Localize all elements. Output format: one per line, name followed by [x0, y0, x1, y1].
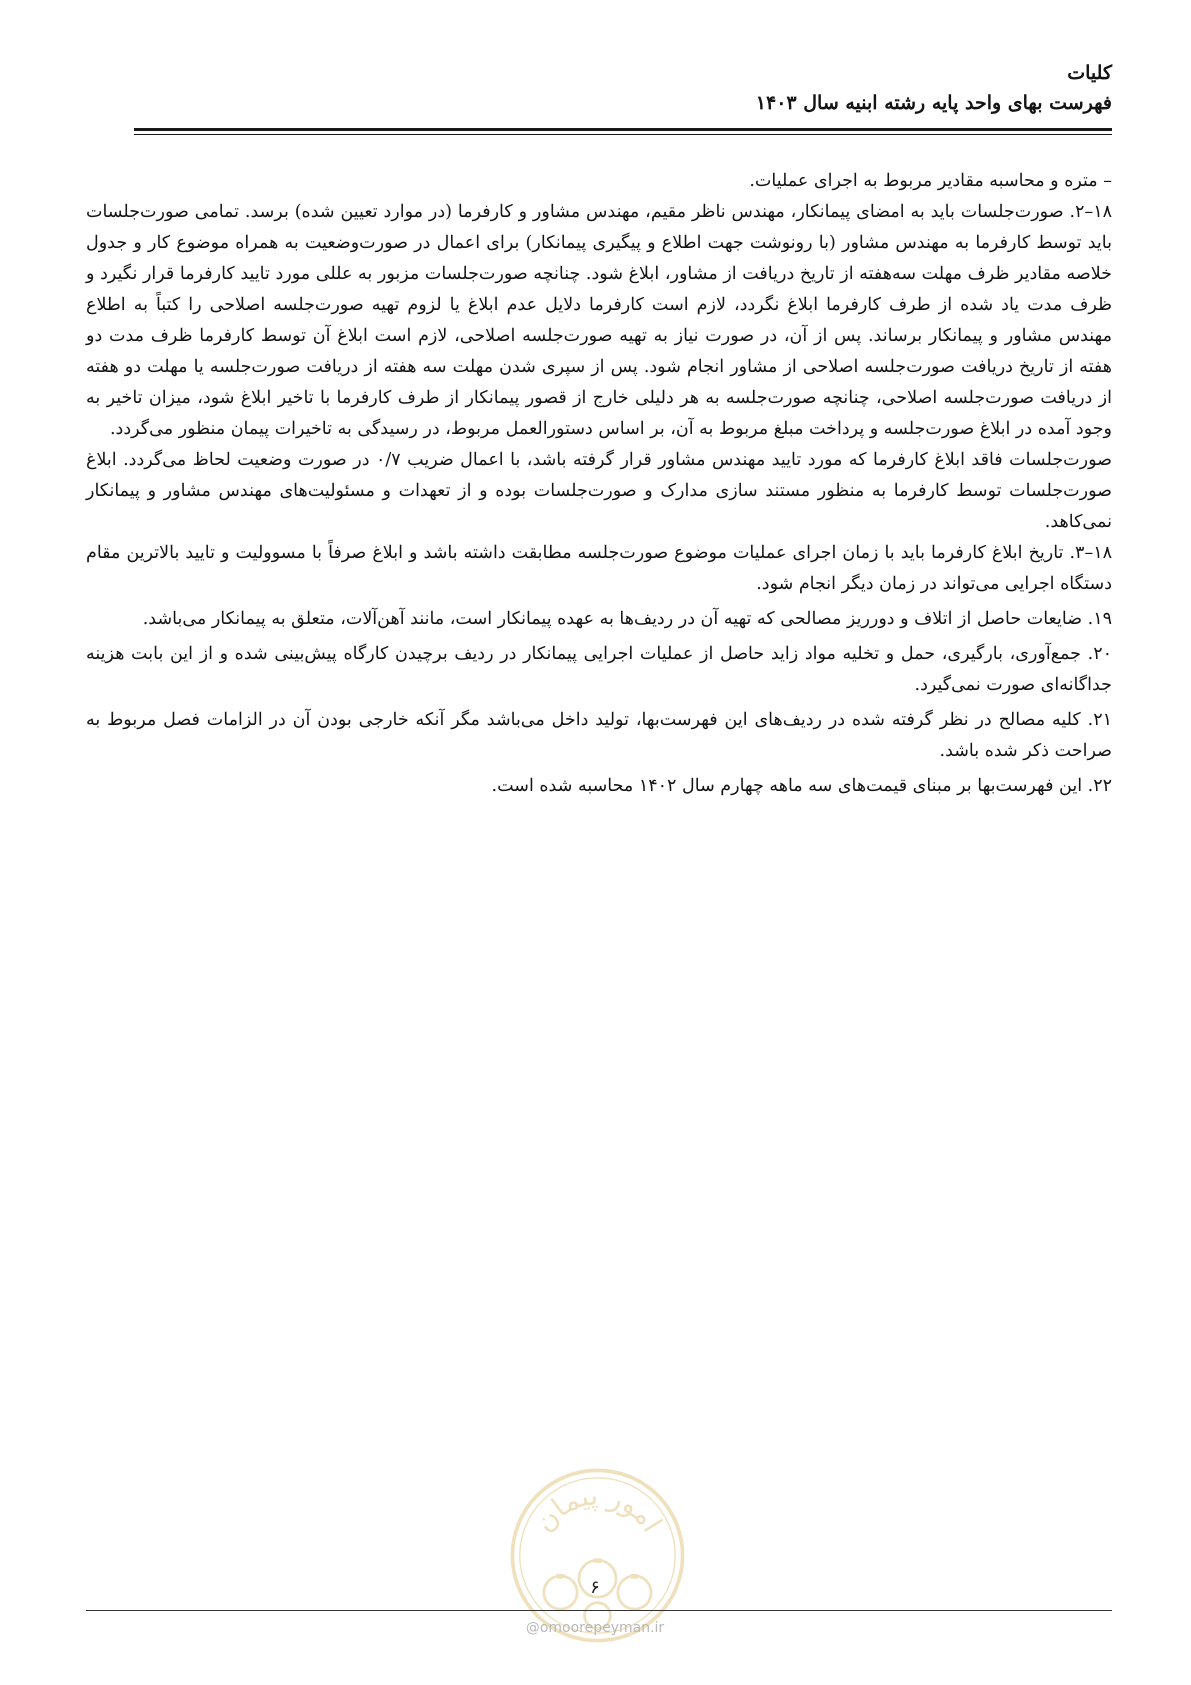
watermark-text: امور پیمان [527, 1478, 669, 1538]
paragraph-unnotified-minutes: صورت‌جلسات فاقد ابلاغ کارفرما که مورد تایید مهندس مشاور قرار گرفته باشد، با اعمال ضریب ۰/۷ در صورت وضعیت لحاظ می‌گردد. ابلاغ صورت‌جلسات توسط کارفرما به منظور مستند سازی مدارک و صورت‌جلسات بوده و از تعهدات و مسئولیت‌های مهندس مشاور و پیمانکار نمی‌کاهد. [86, 450, 1112, 532]
paragraph-21: ۲۱. کلیه مصالح در نظر گرفته شده در ردیف‌های این فهرست‌بها، تولید داخل می‌باشد مگر آنکه خارجی بودن آن در الزامات فصل مربوط به صراحت ذکر شده باشد. [86, 710, 1112, 761]
page-header [134, 58, 1112, 118]
footer-rule [86, 1610, 1112, 1611]
page-number: ۶ [590, 1577, 600, 1598]
paragraph-19: ۱۹. ضایعات حاصل از اتلاف و دورریز مصالحی که تهیه آن در ردیف‌ها به عهده پیمانکار است، مانند آهن‌آلات، متعلق به پیمانکار می‌باشد. [142, 609, 1112, 629]
body-text [86, 166, 1112, 802]
paragraph-18-3: ۱۸–۳. تاریخ ابلاغ کارفرما باید با زمان اجرای عملیات موضوع صورت‌جلسه مطابقت داشته باشد و ابلاغ صرفاً با مسوولیت و تایید بالاترین مقام دستگاه اجرایی می‌تواند در زمان دیگر انجام شود. [86, 543, 1112, 594]
paragraph-18-2: ۱۸–۲. صورت‌جلسات باید به امضای پیمانکار، مهندس ناظر مقیم، مهندس مشاور و کارفرما (در موارد تعیین شده) برسد. تمامی صورت‌جلسات باید توسط کارفرما به مهندس مشاور (با رونوشت جهت اطلاع و پیگیری پیمانکار) برای اعمال در صورت‌وضعیت به همراه موضوع کار و جدول خلاصه مقادیر ظرف مهلت سه‌هفته از تاریخ دریافت از مشاور، ابلاغ شود. چنانچه صورت‌جلسات مزبور به عللی مورد تایید کارفرما قرار نگیرد و ظرف مدت یاد شده از طرف کارفرما ابلاغ نگردد، لازم است کارفرما دلایل عدم ابلاغ یا لزوم تهیه صورت‌جلسه اصلاحی را کتباً به اطلاع مهندس مشاور و پیمانکار برساند. پس از آن، در صورت نیاز به تهیه صورت‌جلسه اصلاحی، لازم است ابلاغ آن توسط کارفرما ظرف مدت دو هفته از تاریخ دریافت صورت‌جلسه اصلاحی از مشاور انجام شود. پس از سپری شدن مهلت سه هفته از دریافت صورت‌جلسه یا مهلت دو هفته از دریافت صورت‌جلسه اصلاحی، چنانچه صورت‌جلسه به هر دلیلی خارج از قصور پیمانکار از طرف کارفرما با تاخیر ابلاغ شود، میزان تاخیر به وجود آمده در ابلاغ صورت‌جلسه و پرداخت مبلغ مربوط به آن، بر اساس دستورالعمل مربوط، در رسیدگی به تاخیرات پیمان منظور می‌گردد. [86, 202, 1112, 439]
paragraph-20: ۲۰. جمع‌آوری، بارگیری، حمل و تخلیه مواد زاید حاصل از عملیات اجرایی پیمانکار در ردیف برچیدن کارگاه پیش‌بینی شده و از این بابت هزینه جداگانه‌ای صورت نمی‌گیرد. [86, 644, 1112, 695]
footer-website: @omoorepeyman.ir [525, 1620, 665, 1636]
section-title: کلیات [1067, 62, 1112, 84]
header-rule-thick [134, 128, 1112, 131]
paragraph-22: ۲۲. این فهرست‌بها بر مبنای قیمت‌های سه ماهه چهارم سال ۱۴۰۲ محاسبه شده است. [491, 776, 1112, 796]
paragraph-measurement: – متره و محاسبه مقادیر مربوط به اجرای عملیات. [749, 171, 1112, 191]
document-title: فهرست بهای واحد پایه رشته ابنیه سال ۱۴۰۳ [755, 92, 1112, 114]
header-rule-thin [134, 134, 1112, 135]
